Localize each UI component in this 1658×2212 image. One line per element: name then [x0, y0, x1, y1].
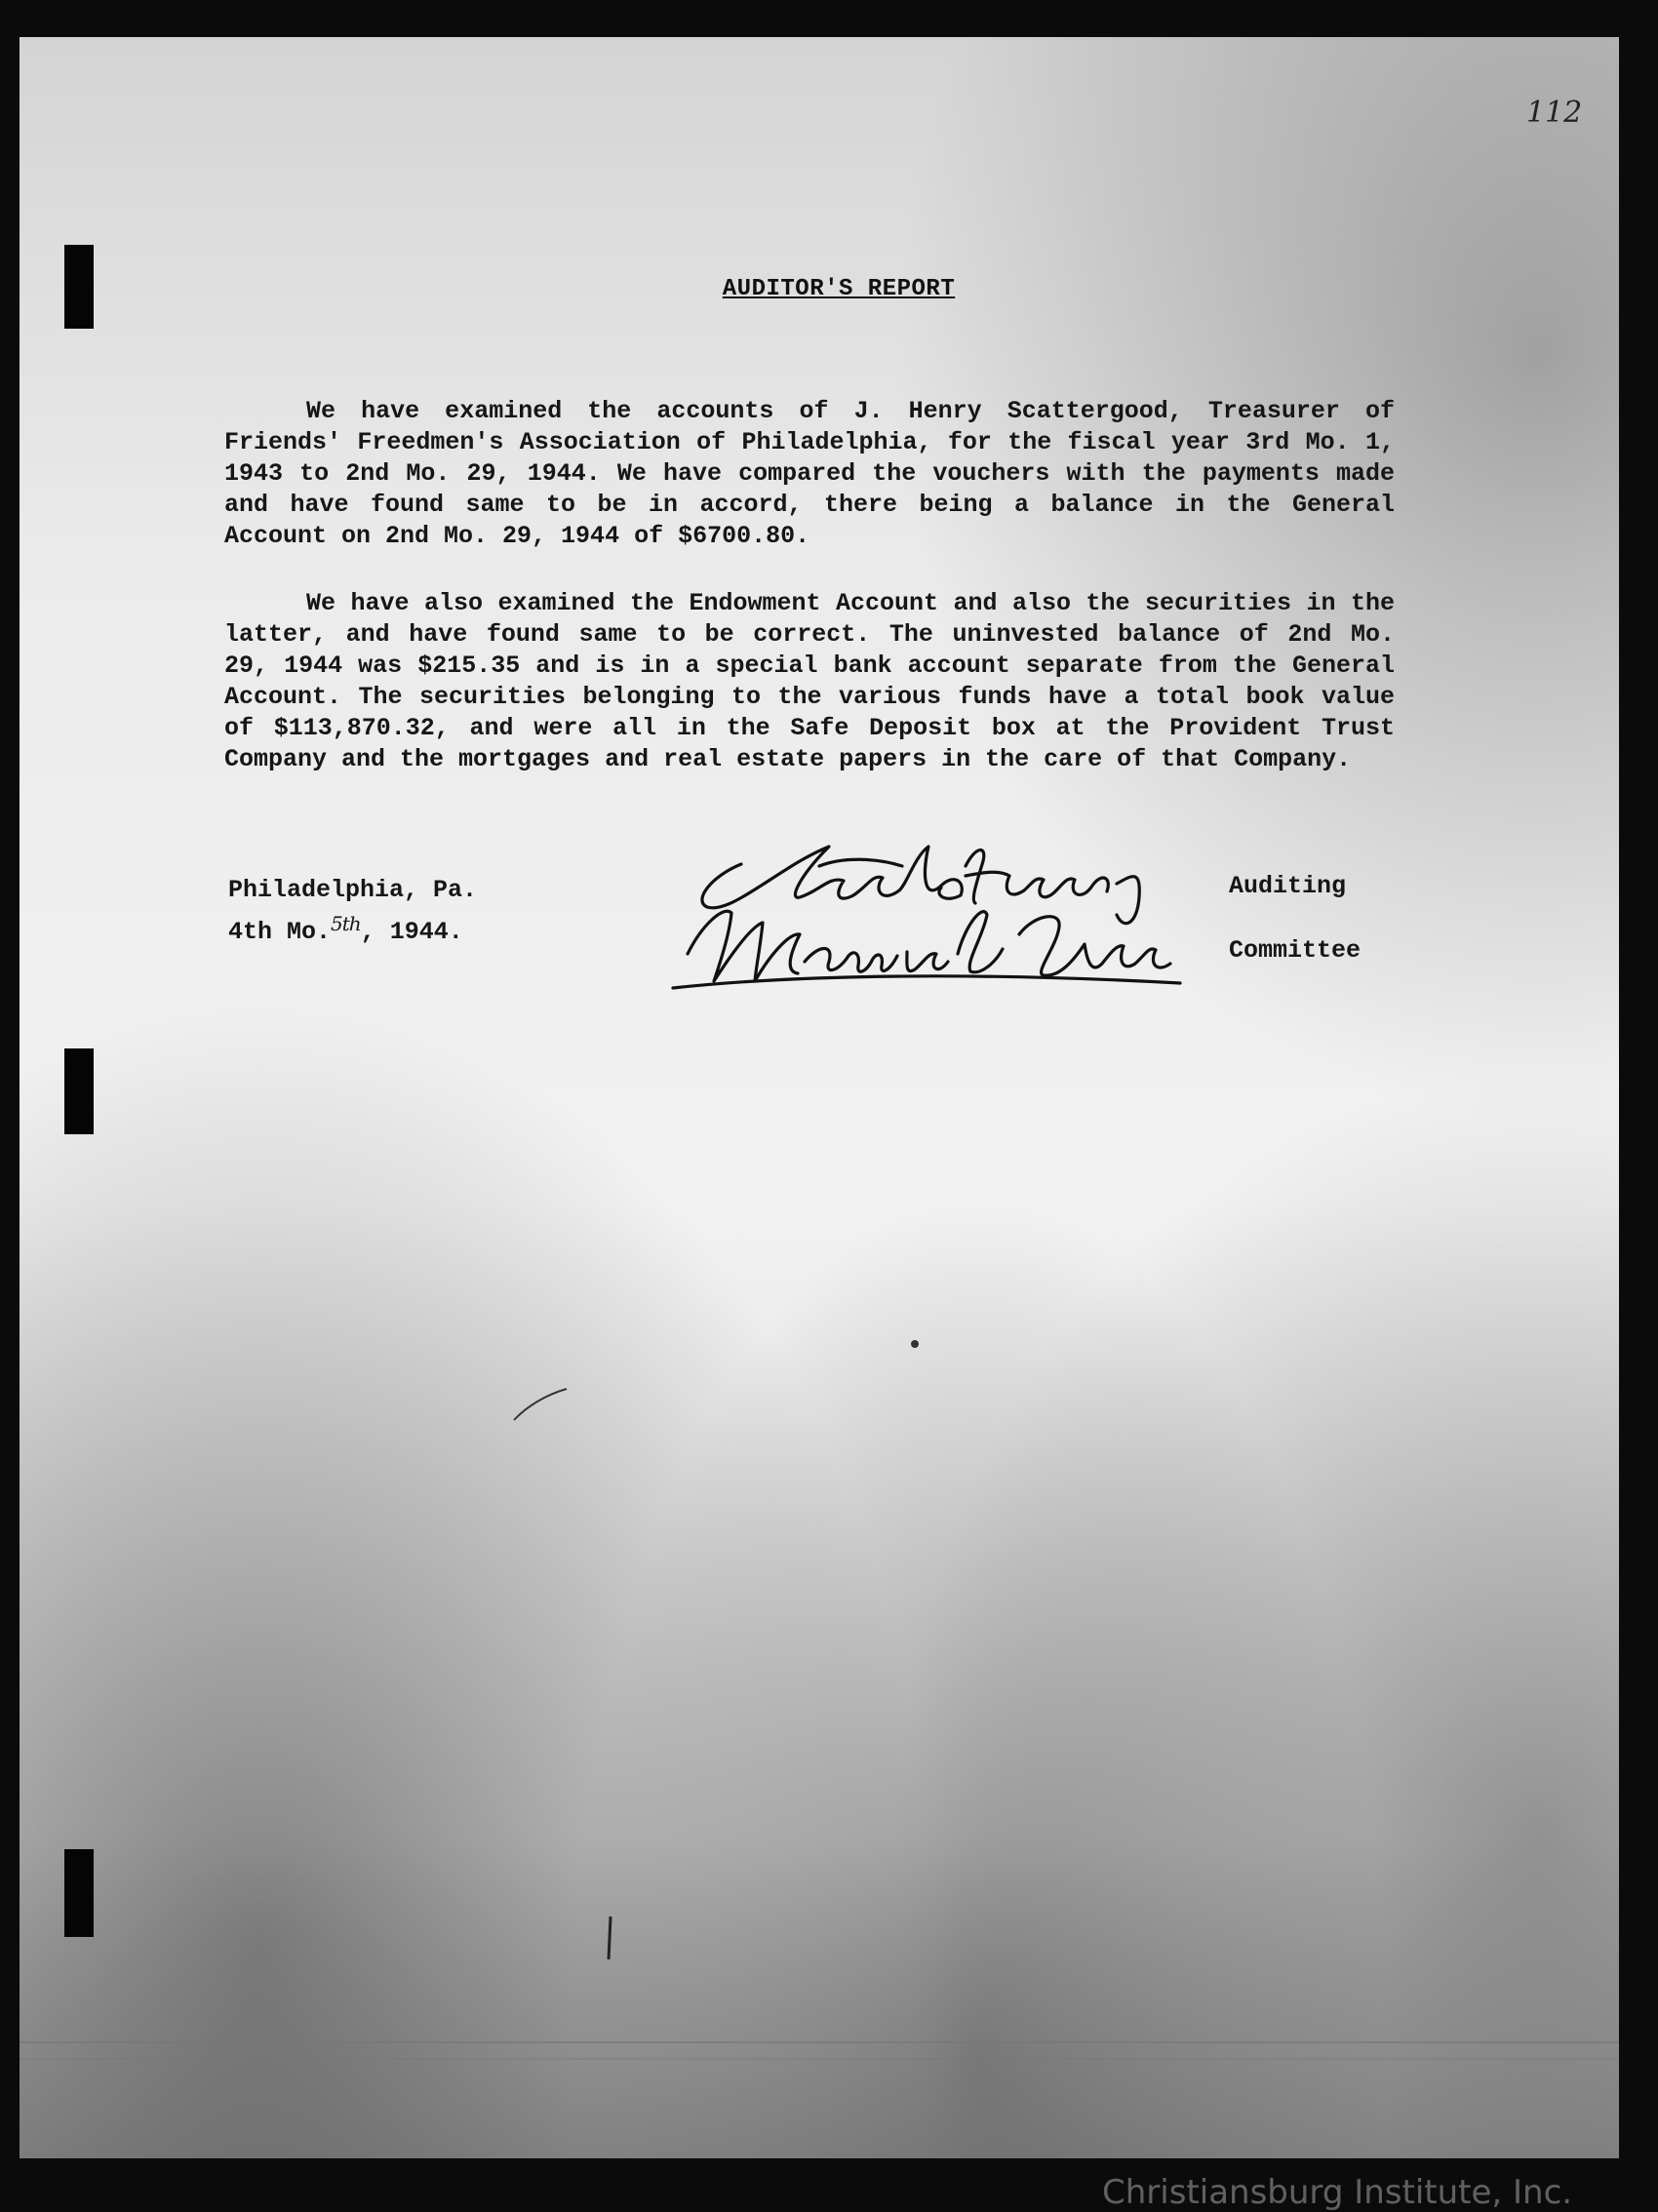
document-page — [20, 37, 1619, 2212]
paragraph-endowment-account: We have also examined the Endowment Account and also the securities in the latter, and have found same to be correct. The uninvested balance of 2nd Mo. 29, 1944 was $215.35 and is in a special bank account separate from the General Account. The securities belonging to the various funds have a total book value of $113,870.32, and were all in the Safe Deposit box at the Provident Trust Company and the mortgages and real estate papers in the care of that Company. — [224, 589, 1395, 773]
committee-label-committee: Committee — [1229, 936, 1362, 965]
punch-hole-middle — [64, 1048, 94, 1134]
punch-hole-bottom — [64, 1849, 94, 1937]
place-date-block — [228, 874, 477, 949]
stray-pen-mark — [512, 1385, 571, 1424]
stray-mark — [603, 1915, 622, 1963]
committee-label-auditing: Auditing — [1229, 872, 1347, 900]
date-line — [228, 907, 477, 949]
stray-dot — [909, 1338, 921, 1350]
fold-line — [20, 2058, 1619, 2060]
fold-line — [20, 2041, 1619, 2043]
page-number: 112 — [1526, 96, 1583, 130]
place-line: Philadelphia, Pa. — [228, 876, 478, 904]
date-prefix: 4th Mo. — [228, 918, 332, 946]
paragraph-general-account: We have examined the accounts of J. Henry Scattergood, Treasurer of Friends' Freedmen's Association of Philadelphia, for the fiscal year 3rd Mo. 1, 1943 to 2nd Mo. 29, 1944. We have compared the vouchers with the payments made and have found same to be in accord, there being a balance in the General Account on 2nd Mo. 29, 1944 of $6700.80. — [224, 397, 1395, 550]
committee-labels — [1229, 854, 1361, 983]
handwritten-day: 5th — [331, 912, 361, 935]
signatures-image — [673, 808, 1219, 1003]
page-title: AUDITOR'S REPORT — [722, 276, 956, 302]
watermark: Christiansburg Institute, Inc. — [1102, 2173, 1573, 2212]
date-suffix: , 1944. — [360, 918, 463, 946]
